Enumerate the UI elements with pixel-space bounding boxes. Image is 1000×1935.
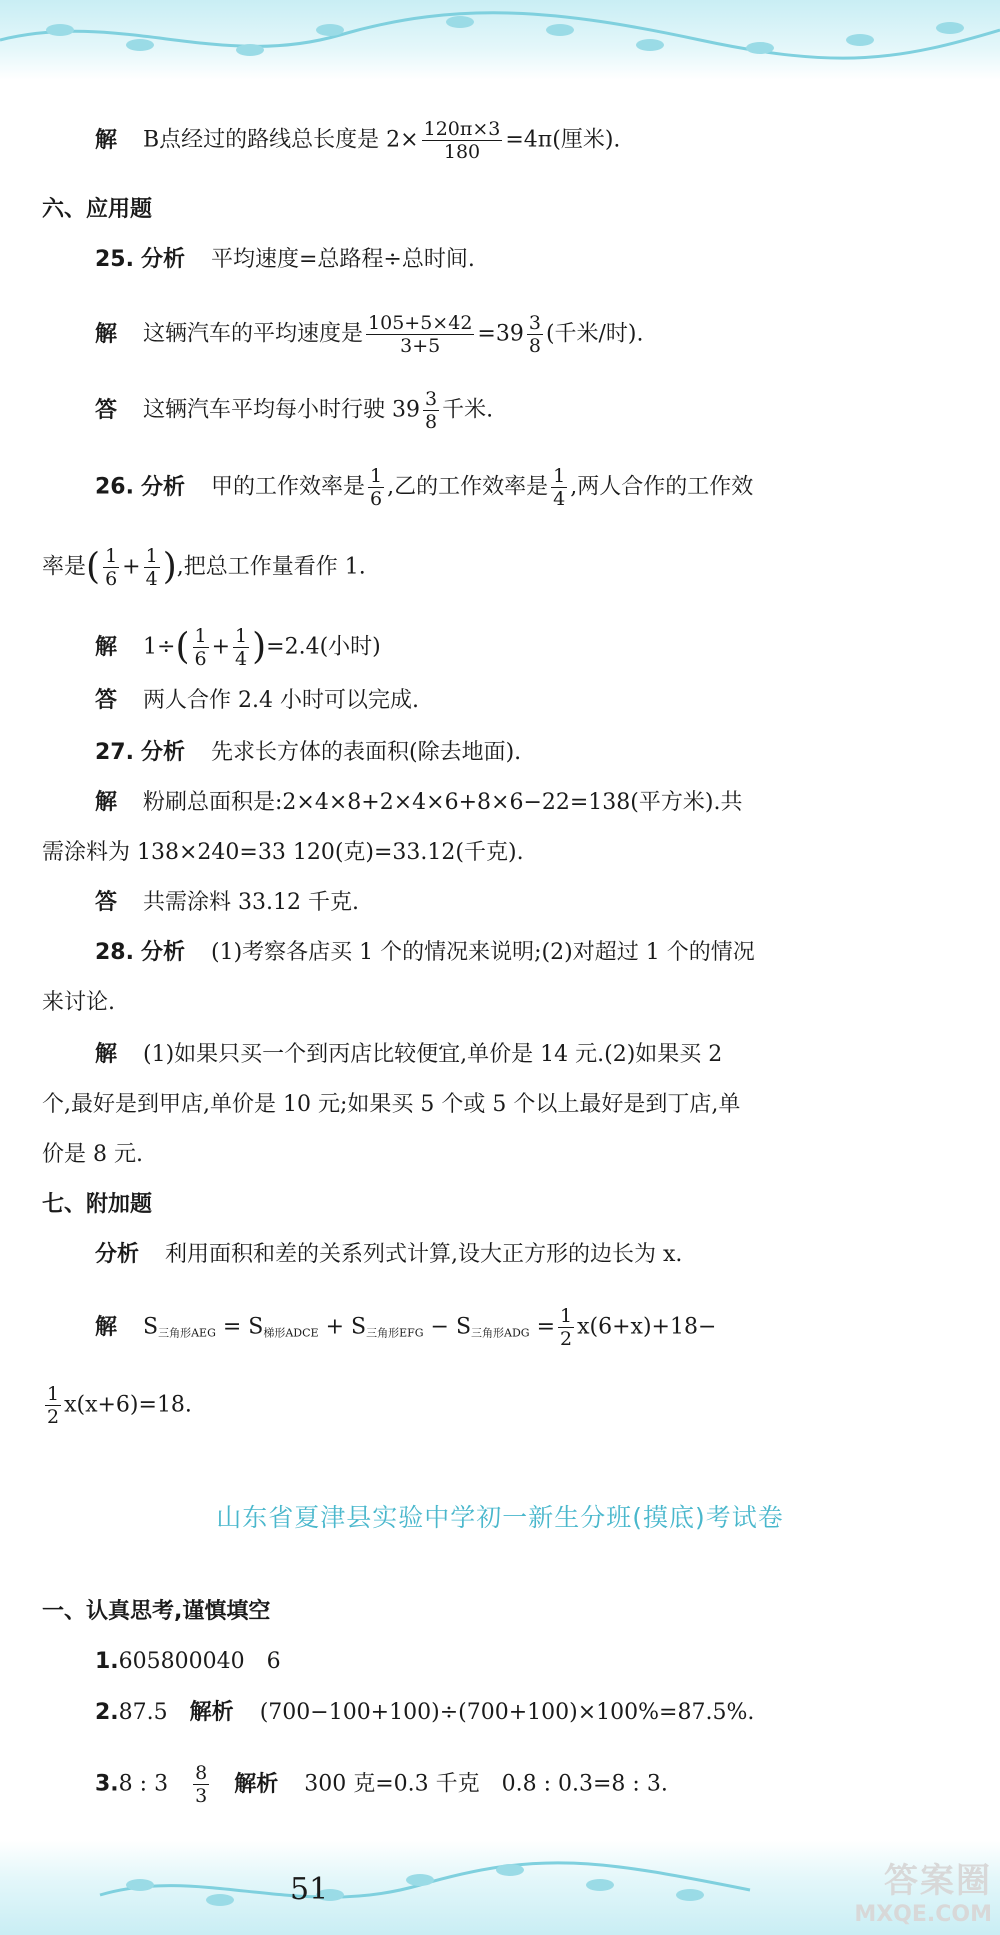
- text: 共需涂料 33.12 千克.: [143, 890, 359, 915]
- numerator: 1: [553, 465, 566, 487]
- solution-line: [95, 118, 620, 163]
- denominator: 2: [47, 1406, 60, 1428]
- text: 平均速度=总路程÷总时间.: [211, 247, 475, 272]
- question-number: 3.: [95, 1771, 119, 1797]
- subscript: 三角形AEG: [158, 1326, 216, 1340]
- paren-right: ): [252, 626, 267, 668]
- analysis-label: 分析: [140, 740, 185, 765]
- text: 这辆汽车的平均速度是: [143, 321, 364, 347]
- numerator: 1: [47, 1383, 60, 1405]
- text: 300 克=0.3 千克 0.8 : 0.3=8 : 3.: [304, 1771, 668, 1797]
- paren-right: ): [162, 546, 177, 588]
- text: 这辆汽车平均每小时行驶 39: [143, 397, 421, 423]
- plus: +: [211, 634, 231, 660]
- fraction: [422, 118, 503, 163]
- text: (700−100+100)÷(700+100)×100%=87.5%.: [259, 1700, 755, 1725]
- denominator: 8: [425, 411, 438, 433]
- q28-solution-cont: 个,最好是到甲店,单价是 10 元;如果买 5 个或 5 个以上最好是到丁店,单: [42, 1092, 741, 1117]
- answer-label: 答: [95, 688, 118, 713]
- fraction: [233, 625, 249, 670]
- symbol: S: [143, 1314, 159, 1340]
- question-number: 28.: [95, 940, 134, 965]
- fraction: [193, 1762, 209, 1807]
- text: B点经过的路线总长度是 2×: [143, 127, 419, 153]
- denominator: 4: [553, 488, 566, 510]
- text: 8 : 3: [118, 1771, 169, 1797]
- denominator: 3+5: [400, 335, 441, 357]
- solution-label: 解: [95, 321, 118, 347]
- text: 率是: [42, 554, 87, 580]
- text: 87.5: [118, 1700, 168, 1725]
- plus: +: [122, 554, 141, 580]
- denominator: 4: [145, 568, 158, 590]
- answer-label: 答: [95, 890, 118, 915]
- watermark-logo: [854, 1853, 992, 1927]
- text: 先求长方体的表面积(除去地面).: [211, 740, 522, 765]
- text: ,把总工作量看作 1.: [176, 554, 366, 580]
- q27-analysis: [95, 738, 521, 768]
- bottom-decoration: [0, 1840, 1000, 1935]
- text: 605800040 6: [118, 1649, 281, 1674]
- numerator: 120π×3: [423, 118, 501, 140]
- analysis-label: 分析: [140, 940, 185, 965]
- q25-analysis: [95, 245, 475, 275]
- analysis-label: 分析: [95, 1242, 140, 1267]
- analysis-label: 分析: [140, 247, 185, 272]
- answer-1: [95, 1647, 281, 1677]
- solution-label: 解: [95, 1042, 118, 1067]
- fraction: [103, 545, 119, 590]
- text: x(6+x)+18−: [577, 1314, 717, 1340]
- extra-solution: [95, 1305, 716, 1350]
- numerator: 1: [370, 465, 383, 487]
- text: 1÷: [143, 634, 176, 660]
- watermark-text: 答案圈: [884, 1861, 992, 1901]
- fraction: [558, 1305, 574, 1350]
- fraction: [144, 545, 160, 590]
- question-number: 2.: [95, 1700, 119, 1725]
- text: 利用面积和差的关系列式计算,设大正方形的边长为 x.: [165, 1242, 683, 1267]
- fraction: [423, 388, 439, 433]
- text: x(x+6)=18.: [64, 1392, 192, 1418]
- answer-label: 答: [95, 397, 118, 423]
- q28-analysis-cont: 来讨论.: [42, 990, 115, 1015]
- answer-3: [95, 1762, 668, 1807]
- denominator: 180: [443, 141, 481, 163]
- q28-solution-cont2: 价是 8 元.: [42, 1142, 143, 1167]
- paren-left: (: [175, 626, 190, 668]
- question-number: 27.: [95, 740, 134, 765]
- denominator: 6: [370, 488, 383, 510]
- numerator: 3: [425, 388, 438, 410]
- watermark-url: MXQE.COM: [854, 1902, 992, 1927]
- text: 粉刷总面积是:2×4×8+2×4×6+8×6−22=138(平方米).共: [143, 790, 743, 815]
- fraction: [527, 312, 543, 357]
- q27-solution: [95, 788, 742, 818]
- numerator: 1: [235, 625, 248, 647]
- solution-label: 解: [95, 127, 118, 153]
- text: (1)考察各店买 1 个的情况来说明;(2)对超过 1 个的情况: [211, 940, 755, 965]
- solution-label: 解: [95, 1314, 118, 1340]
- paren-left: (: [86, 546, 101, 588]
- solution-label: 解: [95, 634, 118, 660]
- q28-analysis: [95, 938, 755, 968]
- numerator: 3: [528, 312, 541, 334]
- text: =2.4(小时): [266, 634, 381, 660]
- fraction: [45, 1383, 61, 1428]
- fraction: [551, 465, 567, 510]
- fraction: [368, 465, 384, 510]
- section-heading: 一、认真思考,谨慎填空: [42, 1599, 271, 1624]
- answer-2: [95, 1698, 754, 1728]
- text: ,乙的工作效率是: [387, 474, 549, 500]
- denominator: 3: [195, 1785, 208, 1807]
- text: ,两人合作的工作效: [570, 474, 754, 500]
- q26-answer: [95, 686, 419, 716]
- exam-title: 山东省夏津县实验中学初一新生分班(摸底)考试卷: [216, 1503, 784, 1532]
- extra-solution-cont: [42, 1383, 192, 1428]
- text: (1)如果只买一个到丙店比较便宜,单价是 14 元.(2)如果买 2: [143, 1042, 723, 1067]
- text: 甲的工作效率是: [211, 474, 366, 500]
- analysis-label: 解析: [189, 1700, 234, 1725]
- denominator: 6: [194, 648, 207, 670]
- vine-ornament-bottom: [0, 1840, 1000, 1935]
- text: =: [529, 1314, 556, 1340]
- analysis-label: 解析: [234, 1771, 279, 1797]
- page-number: 51: [290, 1872, 329, 1907]
- numerator: 1: [105, 545, 118, 567]
- denominator: 8: [528, 335, 541, 357]
- q26-analysis: [95, 465, 753, 510]
- subscript: 梯形ADCE: [263, 1326, 319, 1340]
- numerator: 1: [560, 1305, 573, 1327]
- q25-solution: [95, 312, 644, 357]
- text: 两人合作 2.4 小时可以完成.: [143, 688, 419, 713]
- subscript: 三角形EFG: [366, 1326, 424, 1340]
- q26-analysis-cont: [42, 545, 366, 590]
- question-number: 26.: [95, 474, 134, 500]
- numerator: 1: [194, 625, 207, 647]
- section-heading: 七、附加题: [42, 1192, 153, 1217]
- denominator: 2: [560, 1328, 573, 1350]
- text: =39: [477, 321, 524, 347]
- denominator: 4: [235, 648, 248, 670]
- fraction: [193, 625, 209, 670]
- q27-solution-cont: 需涂料为 138×240=33 120(克)=33.12(千克).: [42, 840, 524, 865]
- text: (千米/时).: [545, 321, 644, 347]
- fraction: [366, 312, 474, 357]
- top-decoration: [0, 0, 1000, 80]
- text: − S: [423, 1314, 472, 1340]
- numerator: 105+5×42: [368, 312, 473, 334]
- text: 千米.: [442, 397, 494, 423]
- q25-answer: [95, 388, 493, 433]
- section-heading: 六、应用题: [42, 197, 153, 222]
- question-number: 25.: [95, 247, 134, 272]
- text: = S: [215, 1314, 264, 1340]
- q27-answer: [95, 888, 359, 918]
- numerator: 8: [195, 1762, 208, 1784]
- analysis-label: 分析: [140, 474, 185, 500]
- q26-solution: [95, 625, 381, 670]
- numerator: 1: [145, 545, 158, 567]
- extra-analysis: [95, 1240, 682, 1270]
- denominator: 6: [105, 568, 118, 590]
- subscript: 三角形ADG: [471, 1326, 530, 1340]
- solution-label: 解: [95, 790, 118, 815]
- question-number: 1.: [95, 1649, 119, 1674]
- vine-ornament-top: [0, 0, 1000, 80]
- text: + S: [318, 1314, 367, 1340]
- q28-solution: [95, 1040, 722, 1070]
- text: =4π(厘米).: [505, 127, 621, 153]
